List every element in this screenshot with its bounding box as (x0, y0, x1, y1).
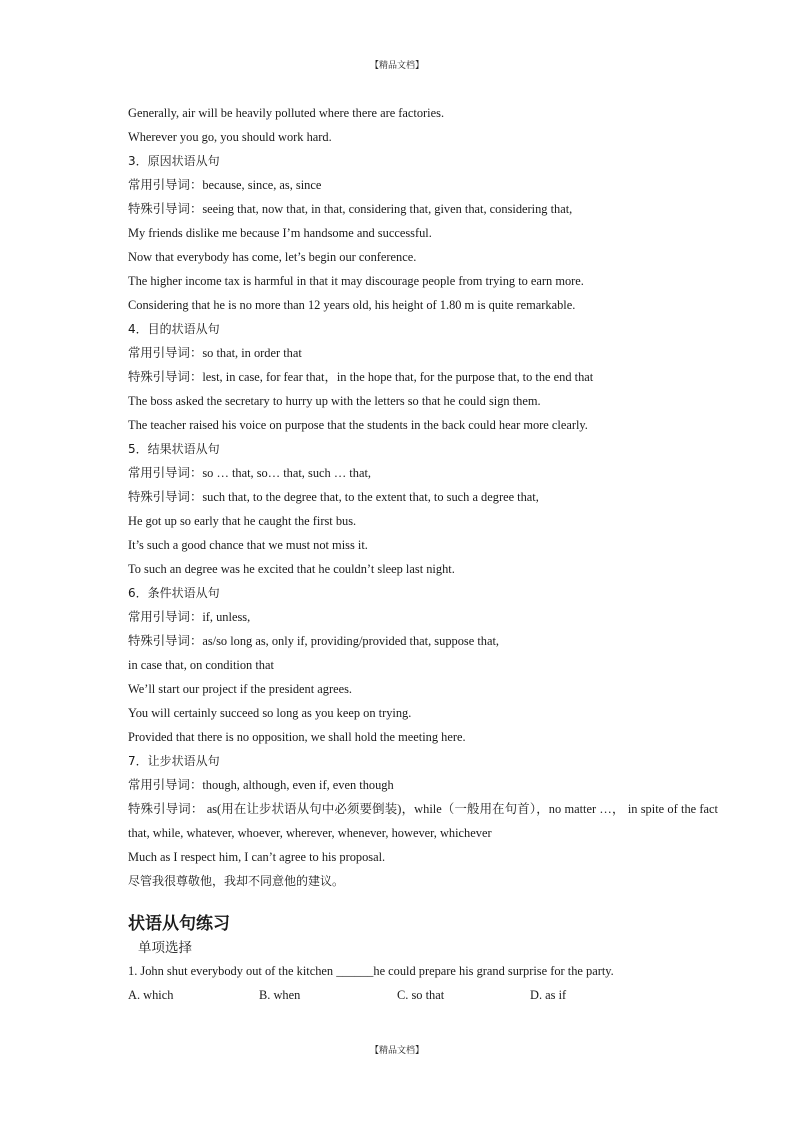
text-line: Generally, air will be heavily polluted where there are factories. (128, 106, 445, 120)
text-line: 特殊引导词：as/so long as, only if, providing/provided that, suppose that, (128, 634, 499, 648)
text-line: 特殊引导词：seeing that, now that, in that, considering that, given that, considering that, (128, 202, 573, 216)
text-line: 6．条件状语从句 (128, 586, 220, 600)
option-c: C. so that (397, 988, 445, 1002)
option-b: B. when (259, 988, 301, 1002)
option-a: A. which (128, 988, 174, 1002)
text-line: 特殊引导词： as(用在让步状语从句中必须要倒装)，while（一般用在句首），no matter …， in spite of the fact that, while, whatever, whoever, wherever, whenever, however, whichever (128, 802, 718, 840)
text-line: The higher income tax is harmful in that it may discourage people from trying to earn more. (128, 274, 584, 288)
text-line: We’ll start our project if the president agrees. (128, 682, 353, 696)
text-line: You will certainly succeed so long as you keep on trying. (128, 706, 412, 720)
page-header: 【精品文档】 (369, 61, 424, 71)
text-line: To such an degree was he excited that he couldn’t sleep last night. (128, 562, 455, 576)
exercise-subtitle: 单项选择 (138, 940, 192, 956)
text-line: 常用引导词：so that, in order that (128, 346, 302, 360)
text-line: 7．让步状语从句 (128, 754, 220, 768)
text-line: Wherever you go, you should work hard. (128, 130, 332, 144)
text-line: 特殊引导词：lest, in case, for fear that，in the hope that, for the purpose that, to the end that (128, 370, 594, 384)
text-line: 常用引导词：because, since, as, since (128, 178, 322, 192)
question-1-options (128, 983, 718, 1007)
page-footer: 【精品文档】 (369, 1046, 424, 1056)
text-line: 尽管我很尊敬他，我却不同意他的建议。 (128, 874, 345, 888)
text-line: It’s such a good chance that we must not miss it. (128, 538, 368, 552)
text-line: in case that, on condition that (128, 658, 274, 672)
text-line: My friends dislike me because I’m handsome and successful. (128, 226, 432, 240)
text-line: The teacher raised his voice on purpose that the students in the back could hear more clearly. (128, 418, 588, 432)
grammar-notes (128, 101, 718, 893)
text-line: Now that everybody has come, let’s begin our conference. (128, 250, 417, 264)
option-d: D. as if (530, 988, 567, 1002)
document-body (128, 101, 718, 1007)
text-line: He got up so early that he caught the first bus. (128, 514, 357, 528)
text-line: 常用引导词：if, unless, (128, 610, 251, 624)
text-line: 常用引导词：so … that, so… that, such … that, (128, 466, 371, 480)
question-1: 1. John shut everybody out of the kitchen ______he could prepare his grand surprise for the party. (128, 964, 614, 978)
text-line: 3．原因状语从句 (128, 154, 220, 168)
exercise-title: 状语从句练习 (128, 914, 230, 934)
text-line: Much as I respect him, I can’t agree to his proposal. (128, 850, 386, 864)
text-line: 常用引导词：though, although, even if, even though (128, 778, 394, 792)
text-line: 4．目的状语从句 (128, 322, 220, 336)
text-line: 5．结果状语从句 (128, 442, 220, 456)
text-line: The boss asked the secretary to hurry up with the letters so that he could sign them. (128, 394, 541, 408)
text-line: 特殊引导词：such that, to the degree that, to the extent that, to such a degree that, (128, 490, 539, 504)
text-line: Considering that he is no more than 12 years old, his height of 1.80 m is quite remarkable. (128, 298, 576, 312)
text-line: Provided that there is no opposition, we shall hold the meeting here. (128, 730, 466, 744)
